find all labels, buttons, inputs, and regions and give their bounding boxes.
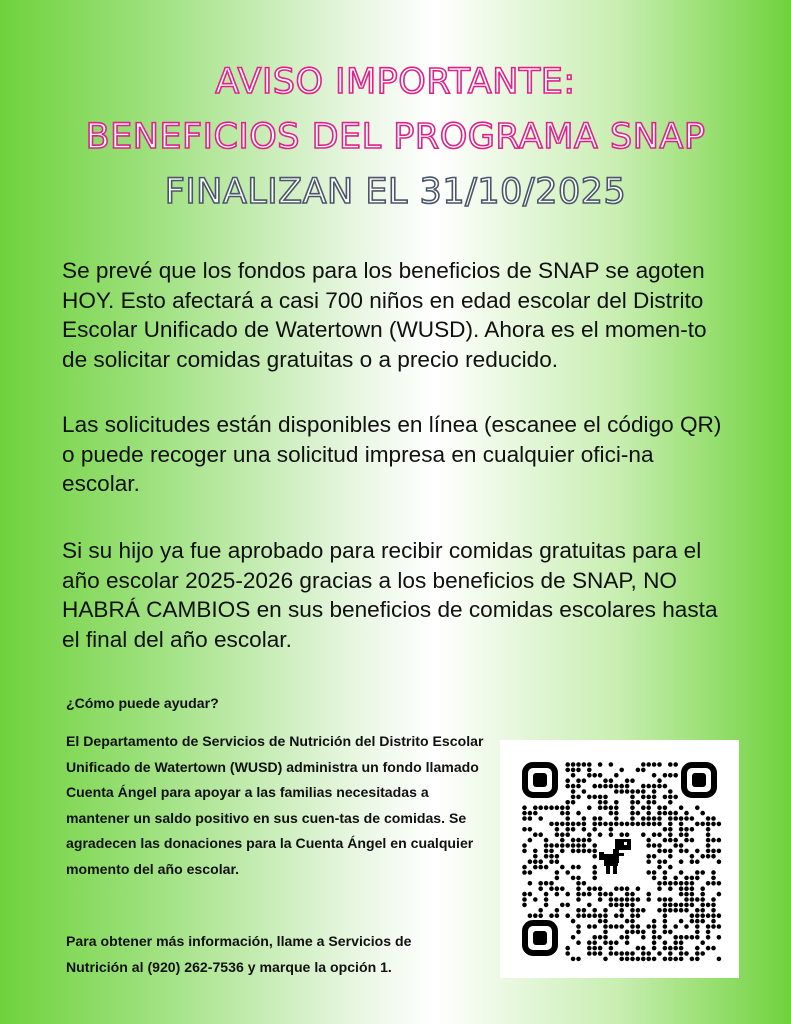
paragraph-applications: Las solicitudes están disponibles en línea (escanee el código QR) o puede recoger una solicitud impresa en cualquier ofici-na escolar. — [62, 412, 722, 496]
paragraph-approved-children: Si su hijo ya fue aprobado para recibir comidas gratuitas para el año escolar 2025-2026 gracias a los beneficios de SNAP, NO HABRÁ CAMBIOS en sus beneficios de comidas escolares hasta el final del año escolar. — [62, 538, 718, 652]
qr-code[interactable] — [500, 740, 739, 978]
title-line-3: FINALIZAN EL 31/10/2025 — [164, 172, 627, 212]
title-line-2: BENEFICIOS DEL PROGRAMA SNAP — [85, 117, 706, 157]
help-heading: ¿Cómo puede ayudar? — [66, 695, 219, 711]
contact-info: Para obtener más información, llame a Servicios de Nutrición al (920) 262-7536 y marque la opción 1. — [66, 933, 412, 975]
paragraph-snap-funds: Se prevé que los fondos para los beneficios de SNAP se agoten HOY. Esto afectará a casi 700 niños en edad escolar del Distrito Escolar Unificado de Watertown (WUSD). Ahora es el momen-to de solicitar comidas gratuitas o a precio reducido. — [62, 258, 707, 372]
qr-code-icon — [500, 740, 739, 978]
title-line-1: AVISO IMPORTANTE: — [215, 62, 576, 102]
help-body: El Departamento de Servicios de Nutrición del Distrito Escolar Unificado de Watertown (WUSD) administra un fondo llamado Cuenta Ángel para apoyar a las familias necesitadas a mantener un saldo positivo en sus cuen-tas de comidas. Se agradecen las donaciones para la Cuenta Ángel en cualquier momento del año escolar. — [66, 733, 484, 877]
